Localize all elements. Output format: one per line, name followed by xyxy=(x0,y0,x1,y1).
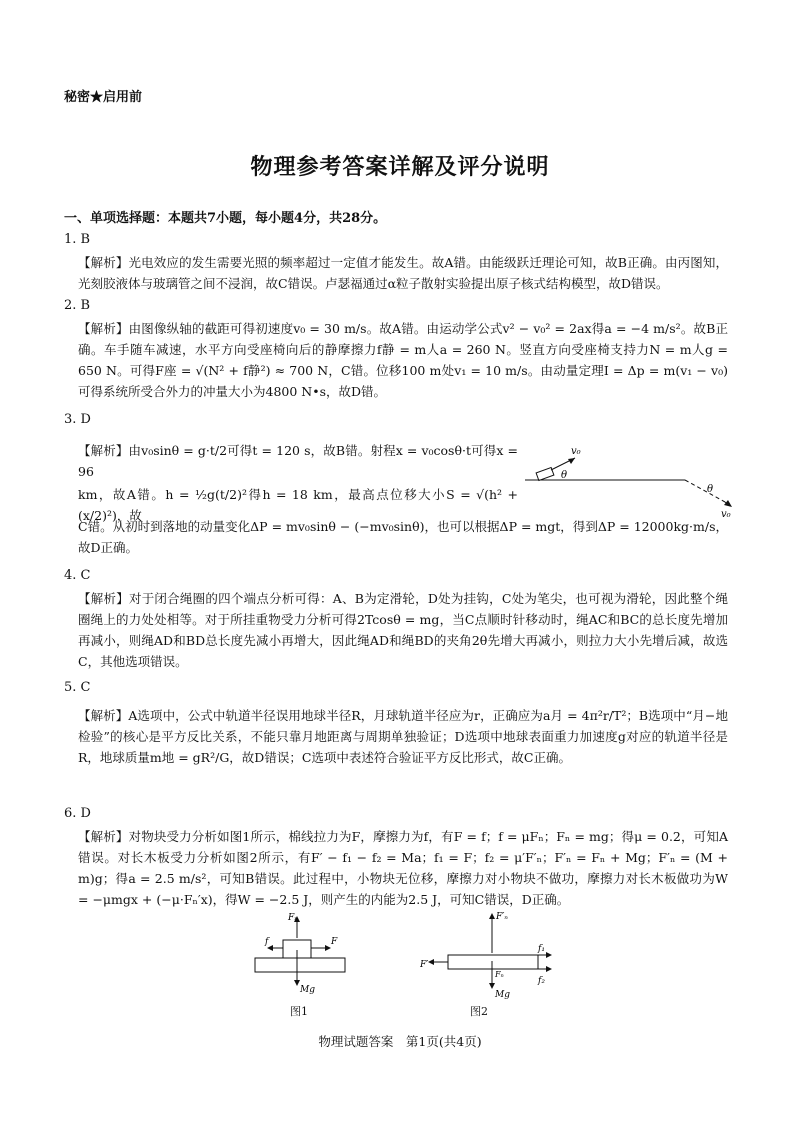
section-heading: 一、单项选择题：本题共7小题，每小题4分，共28分。 xyxy=(64,211,387,226)
question-3-explanation-line2: km，故A错。h = ½g(t/2)²得h = 18 km，最高点位移大小S = √(h² + (x/2)²)，故 xyxy=(78,487,518,523)
question-3-explanation-line3: C错。从初时到落地的动量变化ΔP = mv₀sinθ − (−mv₀sinθ)，也可以根据ΔP = mgt，得到ΔP = 12000kg·m/s，故D正确。 xyxy=(78,519,728,555)
theta-top-label: θ xyxy=(561,470,568,481)
question-1-number: 1. B xyxy=(64,232,91,247)
v0-bottom-label: v₀ xyxy=(721,509,731,520)
figure-2-diagram xyxy=(420,905,560,1000)
figure-1-caption: 图1 xyxy=(290,1005,308,1018)
v0-top-label: v₀ xyxy=(571,446,581,457)
fn-label: Fₙ xyxy=(288,913,298,923)
figure-1-diagram xyxy=(245,910,355,1000)
page-footer: 物理试题答案 第1页(共4页) xyxy=(318,1034,482,1049)
figure-2-caption: 图2 xyxy=(470,1005,488,1018)
question-5-number: 5. C xyxy=(64,680,91,695)
f1-label: f₁ xyxy=(538,944,545,954)
theta-bottom-label: θ xyxy=(707,484,714,495)
question-2-explanation: 【解析】由图像纵轴的截距可得初速度v₀ = 30 m/s。故A错。由运动学公式v² − v₀² = 2ax得a = −4 m/s²。故B正确。车手随车减速，水平方向受座椅向后的静摩擦力f静 = m人a = 260 N。竖直方向受座椅支持力N = m人g = 650 N。可得F座 = √(N² + f静²) ≈ 700 N，C错。位移100 m处v₁ = 10 m/s。由动量定理I = Δp = m(v₁ − v₀)可得系统所受合外力的冲量大小为4800 N•s，故D错。 xyxy=(78,321,728,399)
question-2-number: 2. B xyxy=(64,298,91,313)
f2-label: f₂ xyxy=(538,976,545,986)
mg-label: Mg xyxy=(300,985,315,995)
question-4-explanation: 【解析】对于闭合绳圈的四个端点分析可得：A、B为定滑轮，D处为挂钩，C处为笔尖，也可视为滑轮，因此整个绳圈绳上的力处处相等。对于所挂重物受力分析可得2Tcosθ = mg，当C点顺时针移动时，绳AC和BC的总长度先增加再减小，则绳AD和BD总长度先减小再增大，因此绳AD和绳BD的夹角2θ先增大再减小，则拉力大小先增后减，故选C，其他选项错误。 xyxy=(78,591,728,669)
question-3-number: 3. D xyxy=(64,412,91,427)
f-prime-label: F′ xyxy=(420,960,429,970)
question-4-number: 4. C xyxy=(64,568,91,583)
projectile-diagram xyxy=(525,440,740,520)
F-label: F xyxy=(331,937,338,947)
page-title: 物理参考答案详解及评分说明 xyxy=(250,154,550,180)
question-5-explanation: 【解析】A选项中，公式中轨道半径误用地球半径R，月球轨道半径应为r，正确应为a月 = 4π²r/T²；B选项中“月−地检验”的核心是平方反比关系，不能只靠月地距离与周期单独验证；D选项中地球表面重力加速度g对应的轨道半径是R，地球质量m地 = gR²/G，故D错误；C选项中表述符合验证平方反比形式，故C正确。 xyxy=(78,708,728,765)
landing-arrowhead xyxy=(724,500,732,507)
question-6-number: 6. D xyxy=(64,806,91,821)
question-1-explanation: 【解析】光电效应的发生需要光照的频率超过一定值才能发生。故A错。由能级跃迁理论可知，故B正确。由丙图知，光刻胶液体与玻璃管之间不浸润，故C错误。卢瑟福通过α粒子散射实验提出原子核式结构模型，故D错误。 xyxy=(78,255,728,291)
fn-label-2: Fₙ xyxy=(495,970,504,979)
question-3-explanation-line1: 【解析】由v₀sinθ = g·t/2可得t = 120 s，故B错。射程x = v₀cosθ·t可得x = 96 xyxy=(78,443,518,479)
secret-label: 秘密★启用前 xyxy=(64,90,143,105)
long-board-2 xyxy=(448,955,538,969)
fn-prime-label: F′ₙ xyxy=(496,912,508,922)
question-6-explanation: 【解析】对物块受力分析如图1所示，棉线拉力为F，摩擦力为f，有F = f；f = μFₙ；Fₙ = mg；得μ = 0.2，可知A错误。对长木板受力分析如图2所示，有F′ − f₁ − f₂ = Ma；f₁ = F；f₂ = μ′F′ₙ；F′ₙ = Fₙ + Mg；F′ₙ = (M + m)g；得a = 2.5 m/s²，可知B错误。此过程中，小物块无位移，摩擦力对小物块不做功，摩擦力对长木板做功为W = −μmgx + (−μ·Fₙ′x)，得W = −2.5 J，则产生的内能为2.5 J，可知C错误，D正确。 xyxy=(78,829,728,907)
mg-label-2: Mg xyxy=(495,990,510,1000)
long-board xyxy=(255,958,345,972)
landing-path xyxy=(685,480,725,502)
f-label: f xyxy=(265,937,269,947)
